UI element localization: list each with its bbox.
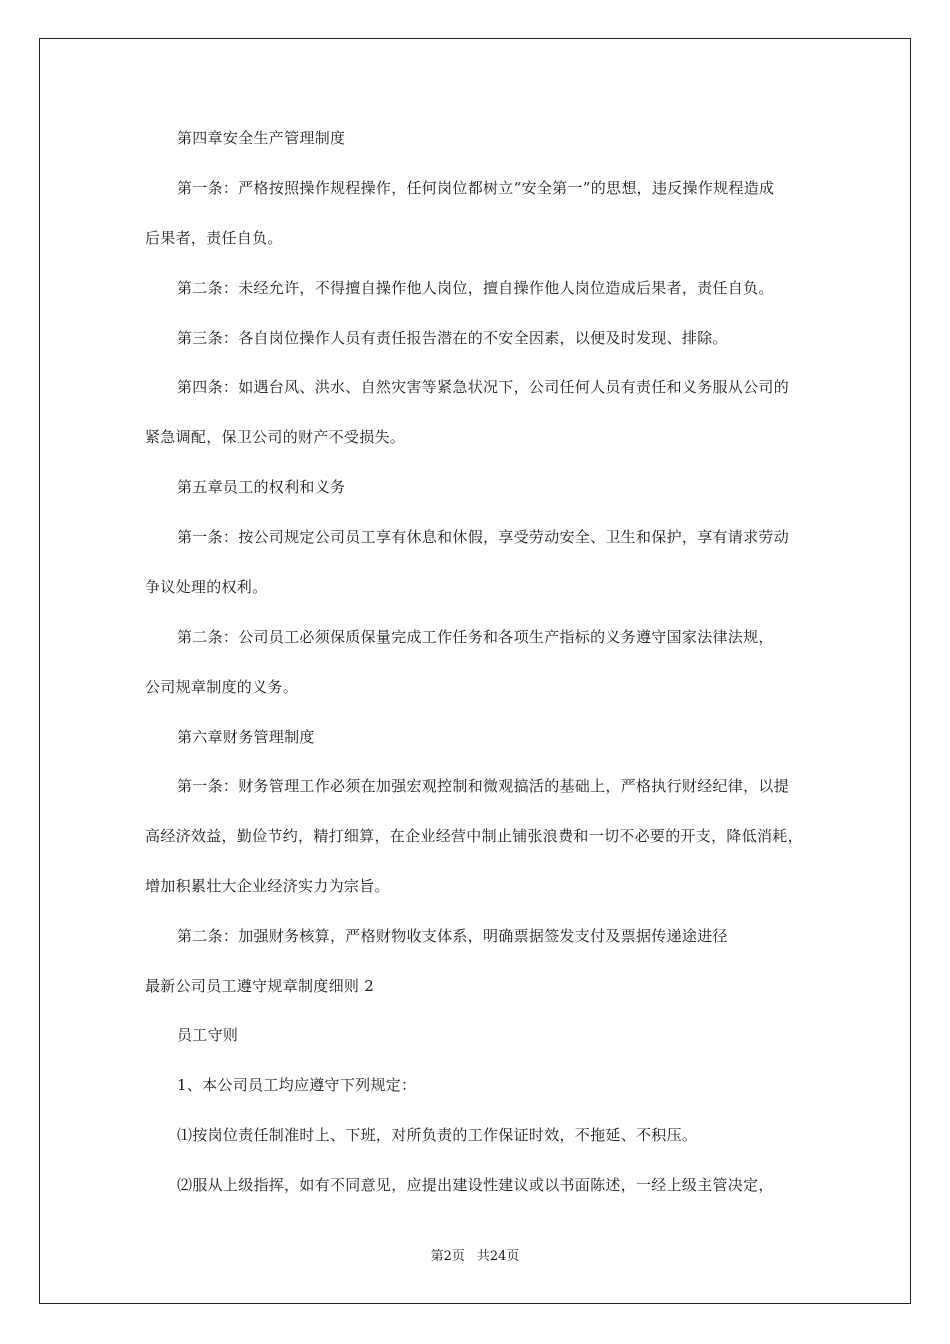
chapter-heading: 第六章财务管理制度 [177,728,315,746]
page-footer [0,1248,950,1266]
paragraph-line: 紧急调配，保卫公司的财产不受损失。 [145,428,406,446]
section-title: 最新公司员工遵守规章制度细则 2 [145,977,375,995]
chapter-heading: 第四章安全生产管理制度 [177,129,346,147]
paragraph-line: 第一条：按公司规定公司员工享有休息和休假，享受劳动安全、卫生和保护，享有请求劳动 [177,528,790,546]
paragraph-line: 增加积累壮大企业经济实力为宗旨。 [145,877,390,895]
paragraph-line: 高经济效益，勤俭节约，精打细算，在企业经营中制止铺张浪费和一切不必要的开支，降低消耗， [145,827,803,845]
paragraph-line: ⑵服从上级指挥，如有不同意见，应提出建设性建议或以书面陈述，一经上级主管决定， [177,1176,774,1194]
paragraph-line: 后果者，责任自负。 [145,229,283,247]
paragraph-line: 争议处理的权利。 [145,578,268,596]
paragraph-line: 第二条：公司员工必须保质保量完成工作任务和各项生产指标的义务遵守国家法律法规， [177,628,774,646]
paragraph-line: 第三条：各自岗位操作人员有责任报告潜在的不安全因素，以便及时发现、排除。 [177,329,728,347]
section-heading: 员工守则 [177,1026,239,1044]
paragraph-line: ⑴按岗位责任制准时上、下班，对所负责的工作保证时效，不拖延、不积压。 [177,1126,698,1144]
paragraph-line: 第二条：加强财务核算，严格财物收支体系，明确票据签发支付及票据传递途进径 [177,927,728,945]
paragraph-line: 第四条：如遇台风、洪水、自然灾害等紧急状况下，公司任何人员有责任和义务服从公司的 [177,378,790,396]
page-number: 第2页 [430,1249,465,1264]
paragraph-line: 第一条：财务管理工作必须在加强宏观控制和微观搞活的基础上，严格执行财经纪律，以提 [177,777,790,795]
paragraph-line: 1、本公司员工均应遵守下列规定： [177,1076,417,1094]
paragraph-line: 第二条：未经允许，不得擅自操作他人岗位，擅自操作他人岗位造成后果者，责任自负。 [177,279,774,297]
chapter-heading: 第五章员工的权利和义务 [177,478,346,496]
paragraph-line: 第一条：严格按照操作规程操作，任何岗位都树立“安全第一”的思想，违反操作规程造成 [177,179,775,197]
page-total: 共24页 [476,1249,520,1264]
paragraph-line: 公司规章制度的义务。 [145,678,299,696]
